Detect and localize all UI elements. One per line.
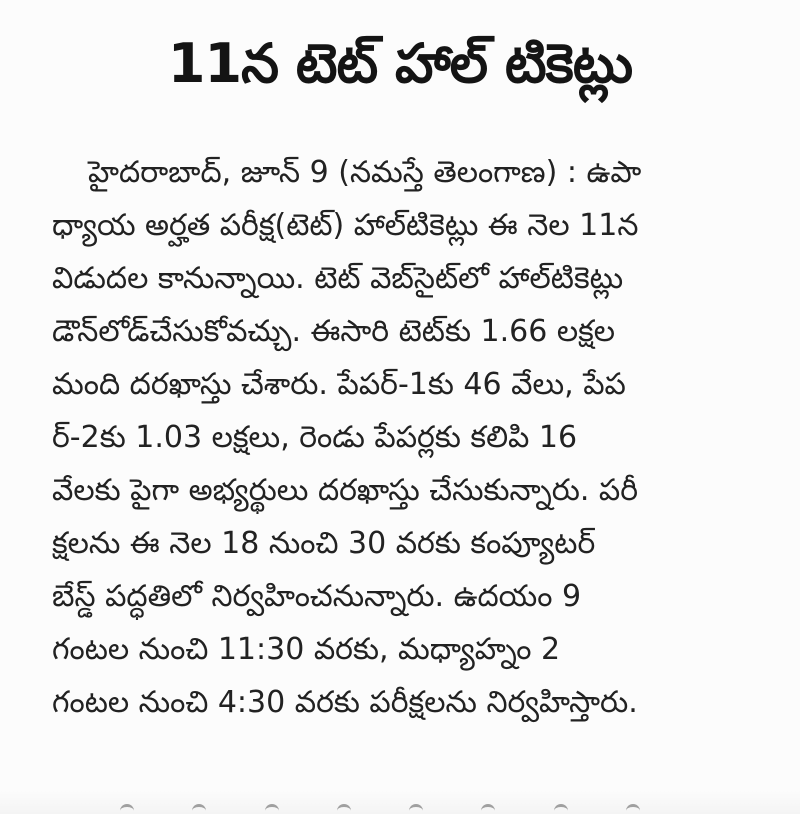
- article-line: ధ్యాయ అర్హత పరీక్ష(టెట్) హాల్‌టికెట్లు ఈ నెల 11న: [52, 208, 639, 243]
- article-line: గంటల నుంచి 11:30 వరకు, మధ్యాహ్నం 2: [52, 632, 561, 667]
- article-headline: 11న టెట్ హాల్ టికెట్లు: [167, 32, 633, 95]
- cropped-next-line: [120, 804, 640, 814]
- article-line: క్షలను ఈ నెల 18 నుంచి 30 వరకు కంప్యూటర్: [52, 526, 596, 561]
- article-body: [52, 146, 752, 729]
- article-line: మంది దరఖాస్తు చేశారు. పేపర్-1కు 46 వేలు, పేప: [52, 367, 626, 402]
- article-line: ర్-2కు 1.03 లక్షలు, రెండు పేపర్లకు కలిపి 16: [52, 420, 578, 455]
- article-line: గంటల నుంచి 4:30 వరకు పరీక్షలను నిర్వహిస్తారు.: [52, 685, 638, 720]
- article-line: విడుదల కానున్నాయి. టెట్ వెబ్‌సైట్‌లో హాల్‌టికెట్లు: [52, 261, 624, 296]
- article-line: హైదరాబాద్, జూన్ 9 (నమస్తే తెలంగాణ) : ఉపా: [88, 155, 642, 190]
- article-line: బేస్డ్ పద్ధతిలో నిర్వహించనున్నారు. ఉదయం 9: [52, 579, 582, 614]
- article-line: డౌన్‌లోడ్‌చేసుకోవచ్చు. ఈసారి టెట్‌కు 1.66 లక్షల: [52, 314, 616, 349]
- article-line: వేలకు పైగా అభ్యర్థులు దరఖాస్తు చేసుకున్నారు. పరీ: [52, 473, 639, 508]
